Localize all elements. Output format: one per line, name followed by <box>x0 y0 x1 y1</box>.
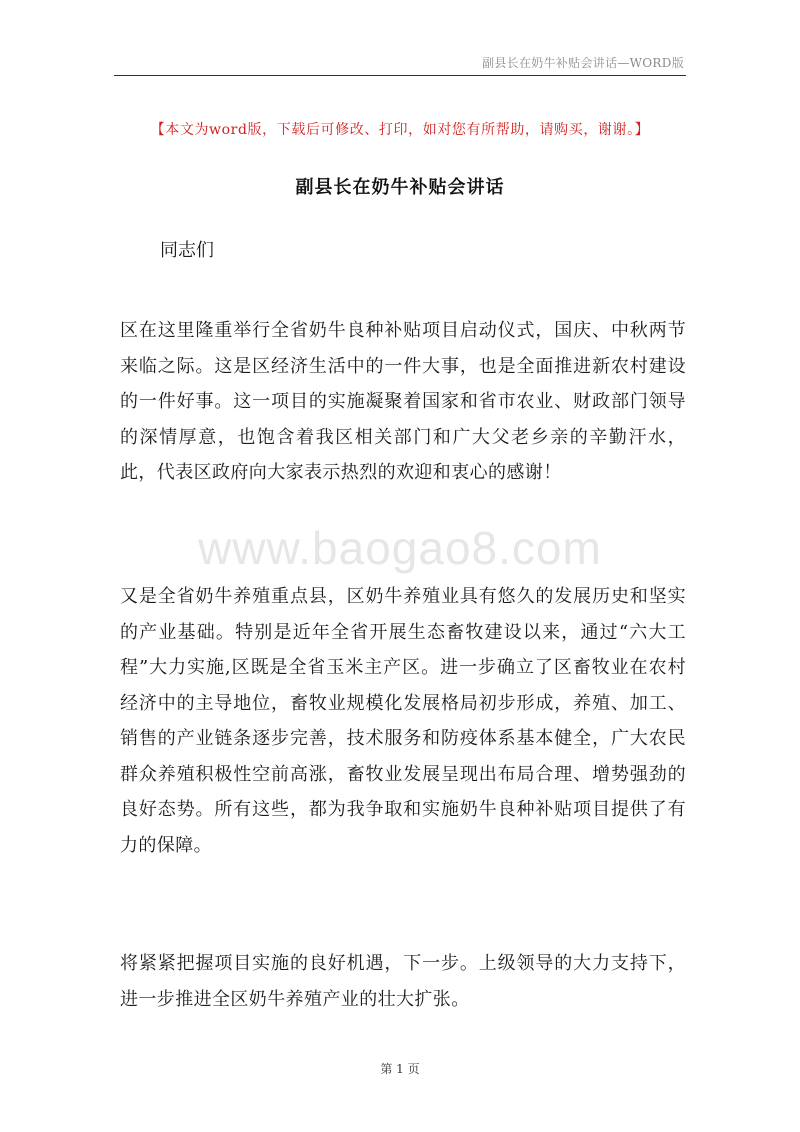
paragraph-2: 又是全省奶牛养殖重点县，区奶牛养殖业具有悠久的发展历史和坚实的产业基础。特别是近年全省开展生态畜牧建设以来，通过“六大工程”大力实施,区既是全省玉米主产区。进一步确立了区畜牧业在农村经济中的主导地位，畜牧业规模化发展格局初步形成，养殖、加工、销售的产业链条逐步完善，技术服务和防疫体系基本健全，广大农民群众养殖积极性空前高涨，畜牧业发展呈现出布局合理、增势强劲的良好态势。所有这些，都为我争取和实施奶牛良种补贴项目提供了有力的保障。 <box>120 586 686 856</box>
watermark: www.baogao8.com <box>198 522 602 574</box>
document-title: 副县长在奶牛补贴会讲话 <box>295 177 505 198</box>
header-divider <box>114 75 686 76</box>
download-notice: 【本文为word版，下载后可修改、打印，如对您有所帮助，请购买，谢谢。】 <box>150 122 650 138</box>
running-header: 副县长在奶牛补贴会讲话—WORD版 <box>482 56 684 70</box>
greeting: 同志们 <box>160 240 214 261</box>
paragraph-3: 将紧紧把握项目实施的良好机遇，下一步。上级领导的大力支持下，进一步推进全区奶牛养殖产业的壮大扩张。 <box>120 953 686 1010</box>
page-number: 第 1 页 <box>380 1062 420 1076</box>
paragraph-1: 区在这里隆重举行全省奶牛良种补贴项目启动仪式，国庆、中秋两节来临之际。这是区经济生活中的一件大事，也是全面推进新农村建设的一件好事。这一项目的实施凝聚着国家和省市农业、财政部门领导的深情厚意，也饱含着我区相关部门和广大父老乡亲的辛勤汗水，此，代表区政府向大家表示热烈的欢迎和衷心的感谢！ <box>120 320 686 483</box>
